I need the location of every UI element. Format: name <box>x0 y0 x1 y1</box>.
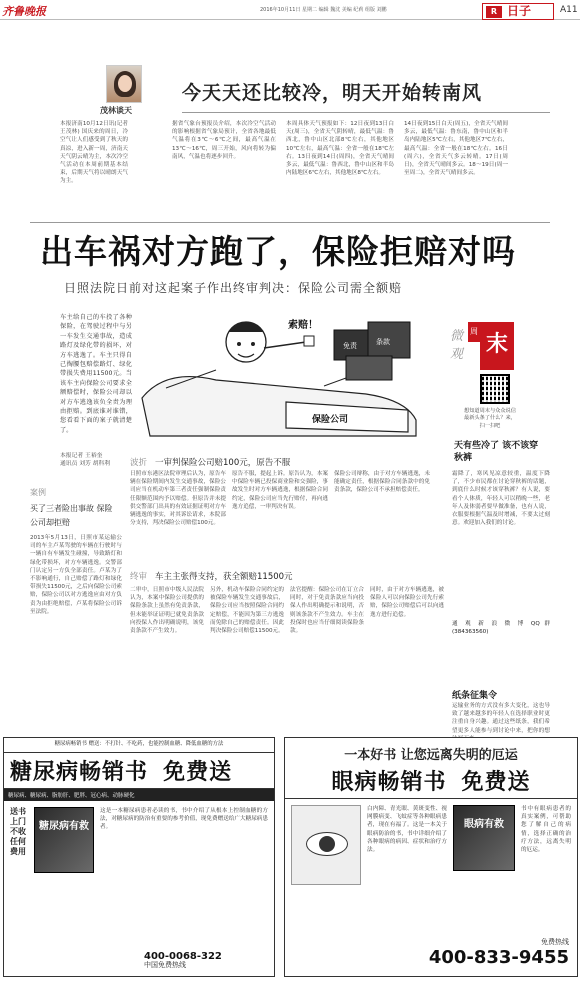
eye-photo <box>291 805 361 885</box>
ad-left-free: 免费送 <box>163 759 233 785</box>
ad-left-slogan: 糖尿病畅销书 赠送：不打针、不吃药，也能控制血糖、降低血糖的方法 <box>54 741 224 747</box>
sidebar-wechat: 通 观 新 浪 微 博 QQ 群 (384363560) <box>452 621 550 636</box>
ad-right-free: 免费送 <box>461 770 531 795</box>
weather-headline: 今天天还比较冷，明天开始转南风 <box>182 82 483 104</box>
ad-left-body: 这是一本糖尿病患者必读的书，书中介绍了从根本上控制血糖的方法，对糖尿病的防治有重要的参考价值，现免费赠送给广大糖尿病患者。 <box>100 807 268 830</box>
ad-left-phone-label: 中国免费热线 <box>144 961 186 969</box>
subhead-1 <box>130 456 290 468</box>
ad-eye-book[interactable] <box>284 737 578 977</box>
case-kicker: 案例 <box>30 488 46 497</box>
newspaper-logo: 齐鲁晚报 <box>2 5 46 18</box>
ad-right-phone-label: 免费热线 <box>541 938 569 946</box>
issue-meta: 2016年10月11日 星期二 编辑 魏沈 美编 纪莉 组版 刘鹏 <box>260 7 387 13</box>
section-badge: R <box>486 6 502 18</box>
subhead-2-tag: 终审 <box>130 572 148 582</box>
case-title: 买了三者险出事故 保险公司却拒赔 <box>30 504 113 527</box>
qr-code-icon[interactable] <box>480 374 510 404</box>
section-tag <box>482 3 554 20</box>
sidebar-wei-label: 微观 <box>450 329 464 362</box>
sub2-text-b: 另外，机动车保险合同约定的被保险车辆发生交通事故后，保险公司应当按照保险合同约定赔偿，不能因为第三方逃逸而免除自己的赔偿责任。因此判决保险公司赔偿11500元。 <box>210 587 284 635</box>
ad-right-body-2: 书中有眼病患者的真实案例，可帮助您了解自己的病情，选择正确的治疗方法，远离失明的厄运。 <box>521 806 571 854</box>
sidebar-title: 天有些冷了 该不该穿秋裤 <box>454 441 539 463</box>
ad-left-stamp: 送书上门不收任何费用 <box>10 806 26 856</box>
weather-text-col-d: 14日夜到15日白天(周五)，全省天气晴间多云，最低气温：鲁东南，鲁中山区和半岛内陆地区5℃左右，其他地区7℃左右，最高气温：全省一般在18℃左右。16日(周六)，全省天气多云转晴。17日(周日)，全省天气晴间多云。18～19日(周一至周二)，全省天气晴间多云。 <box>404 121 508 177</box>
cartoon-speech-bubble: 索赔！ <box>288 320 318 331</box>
headline-rule <box>182 112 550 113</box>
sidebar-kicker: 纸条征集令 <box>452 691 498 701</box>
ad-right-headline: 眼病畅销书 <box>331 770 447 795</box>
subhead-2-title: 车主主张得支持，获全额赔11500元 <box>155 572 293 582</box>
sidebar-big-char: 末 <box>480 322 514 370</box>
qr-caption: 想知道周末与众众说信最新头条了什么？来，扫一扫吧 <box>464 408 516 429</box>
cartoon-label-0: 保险公司 <box>312 415 349 425</box>
columnist-photo <box>106 65 142 103</box>
sidebar-body: 霜降了，寒风见凉意较重，温度下降了，不少市民都在讨论穿秋裤的话题，到底什么时候才该穿秋裤？有人说，要看个人体质，年轻人可以稍晚一些，老年人及体弱者要早做准备，也有人说，衣服要根据气温及时增减，不要太过刻意。欢迎加入我们的讨论。 <box>452 471 550 527</box>
sidebar-badge: 周 <box>468 322 480 342</box>
feature-lead: 车主给自己的车投了各种保险，在驾驶过程中与另一车发生交通事故，造成路灯及绿化带的损坏，对方车逃逸了。车主只得自己掏腰包赔偿路灯、绿化带损失费用11500元。当该车主向保险公司要求全额赔偿时，保险公司却以对方车逃逸该负全责为理由拒赔。到底谁对谁错，您看看下面的案子就清楚了。 <box>60 314 132 434</box>
weather-text-col-c: 本周具体天气预报如下：12日夜到13日白天(周三)，全省天气阴转晴，最低气温：鲁西北，鲁中山区北部8℃左右，其他地区10℃左右，最高气温：全省一般在18℃左右。13日夜到14日(周四)，全省天气晴间多云，最低气温：鲁西北，鲁中山区和半岛内陆地区6℃左右，其他地区8℃左右。 <box>286 121 394 177</box>
cartoon-label-1: 免责 <box>343 342 357 350</box>
ad-left-headline: 糖尿病畅销书 <box>10 759 149 785</box>
ad-left-bar: 糖尿病、糖尿病、脂肪肝、肥胖、冠心病、动脉硬化 <box>4 789 274 801</box>
section-divider <box>30 222 550 223</box>
cartoon-label-2: 条款 <box>376 338 390 346</box>
page-number: A11 <box>560 5 578 15</box>
byline-correspondent: 通讯员 刘芳 胡科利 <box>60 461 111 467</box>
ad-right-phone[interactable]: 400-833-9455 <box>428 947 569 968</box>
feature-headline: 出车祸对方跑了，保险拒赔对吗 <box>40 232 516 271</box>
subhead-2 <box>130 570 293 582</box>
columnist-name: 茂林谈天 <box>100 106 132 115</box>
ad-right-slogan: 一本好书 让您远离失明的厄运 <box>344 748 518 763</box>
ad-left-phone[interactable]: 400-0068-322 <box>144 951 222 962</box>
sub1-text-b: 原告不服，提起上诉。原告认为，本案中保险车辆已投保商业险和交强险，事故发生时对方车辆逃逸，根据保险合同约定，保险公司应当先行赔付，再向逃逸方追偿，一审判决有误。 <box>232 471 328 510</box>
sub2-text-a: 二审中，日照市中级人民法院认为，本案中保险公司提供的保险条款上虽然有免责条款，但未能举证证明已就免责条款向投保人作出明确说明，该免责条款不产生效力。 <box>130 587 204 635</box>
sub1-text-c: 保险公司辩称，由于对方车辆逃逸，未能确定责任，根据保险合同条款中的免责条款，保险公司不承担赔偿责任。 <box>334 471 430 494</box>
byline-reporter: 本报记者 王裕奎 <box>60 453 103 459</box>
weather-text-col-b: 据省气象台预报员介绍，本次冷空气活动的影响根据省气象局预计，全省各地最低气温将在3℃～6℃之间，最高气温在13℃～16℃，周三开始，风向将转为偏南风，气温也将逐步回升。 <box>172 121 276 160</box>
section-label: 日子 <box>507 4 532 18</box>
ad-right-book: 眼病有救 <box>453 805 515 871</box>
ad-right-body: 白内障、青光眼、黄斑变性、视网膜病变、飞蚊症等各种眼病患者，现在有福了。这是一本关于眼病防治的书，书中详细介绍了各种眼病的病因、症状和治疗方法。 <box>367 806 447 854</box>
feature-subheadline: 日照法院日前对这起案子作出终审判决：保险公司需全额赔 <box>64 281 403 295</box>
subhead-1-title: 一审判保险公司赔100元，原告不服 <box>155 458 291 468</box>
sidebar-body-2: 运输业务的方式没有多大变化，这也导致了越来越多的年轻人在选择职业时更注重自身兴趣。通过这些纸条，我们希望更多人能参与到讨论中来，把你的想 <box>452 703 550 734</box>
ad-left-book: 糖尿病有救 <box>34 807 94 873</box>
sub2-text-c: 法官提醒：保险公司在订立合同时，对于免责条款应当向投保人作出明确提示和说明，否则该条款不产生效力。车主在投保时也应当仔细阅读保险条款。 <box>290 587 364 635</box>
sub2-text-d: 同时，由于对方车辆逃逸，被保险人可以向保险公司先行索赔，保险公司赔偿后可以向逃逸方进行追偿。 <box>370 587 444 618</box>
sub1-text-a: 日照市东港区法院审理后认为，原告车辆在保险期间内发生交通事故，保险公司应当在机动车第三者责任强制保险责任限额范围内予以赔偿。但原告并未提供交警部门出具的有效证据证明对方车辆逃逸的事实，对其诉讼请求，本院部分支持，判决保险公司赔偿100元。 <box>130 471 226 527</box>
subhead-1-tag: 波折 <box>130 458 148 468</box>
case-text: 2013年5月13日，日照市某运输公司的车主卢某驾驶的车辆在行驶时与一辆自有车辆发生碰撞，导致路灯和绿化带损坏，对方车辆逃逸。交警部门认定另一方负全部责任。卢某为了不影响通行，自己赔偿了路灯和绿化带损失11500元，之后向保险公司索赔，保险公司以对方逃逸应由对方负责为由拒绝赔偿，卢某将保险公司诉至法院。 <box>30 535 122 615</box>
ad-diabetes-book[interactable] <box>3 737 275 977</box>
cartoon-illustration <box>136 308 426 448</box>
byline <box>60 452 110 468</box>
weather-text-col-a: 本报济南10月12日讯(记者 王茂林) 国庆来的周日，冷空气让人们感受到了秋天的真凉，进入新一周，济南天天气阴云晴为主，本次冷空气活动在本周前期基本结束，后期天气将以晴朗天气为主。 <box>60 121 128 185</box>
